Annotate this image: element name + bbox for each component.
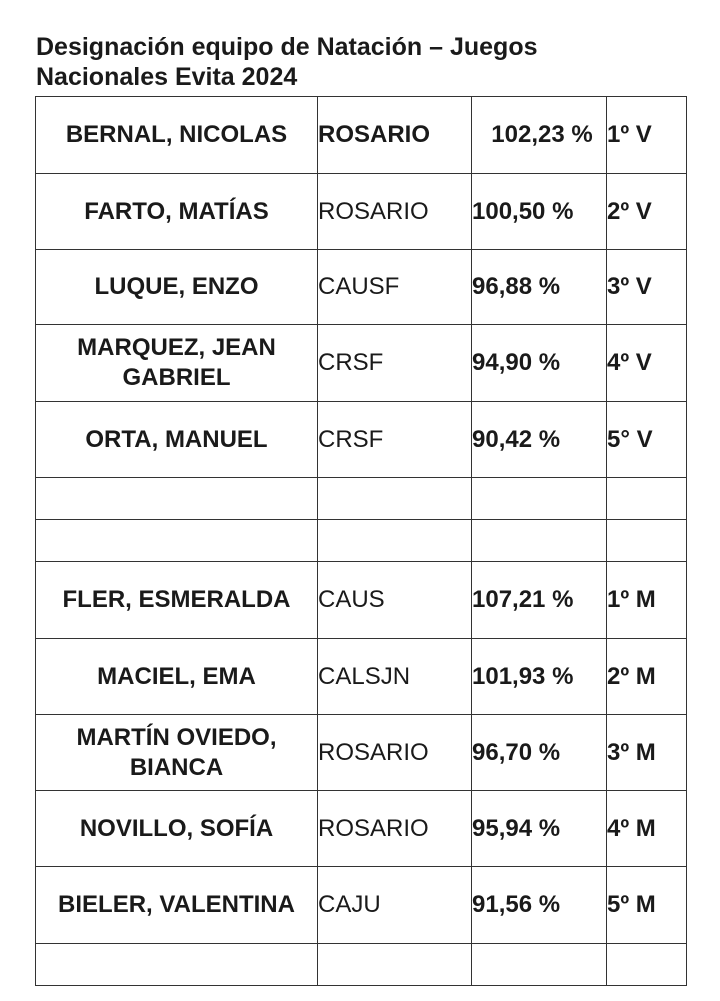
athlete-name: ORTA, MANUEL: [36, 402, 318, 478]
athlete-position: 1º M: [607, 562, 687, 639]
athlete-position: 4º V: [607, 325, 687, 402]
athlete-percent: 100,50 %: [472, 174, 607, 250]
empty-cell: [472, 478, 607, 520]
athlete-percent: 96,70 %: [472, 715, 607, 791]
empty-cell: [318, 944, 472, 986]
athlete-name: MARQUEZ, JEAN GABRIEL: [36, 325, 318, 402]
empty-cell: [318, 520, 472, 562]
athlete-name: BERNAL, NICOLAS: [36, 97, 318, 174]
athlete-percent: 94,90 %: [472, 325, 607, 402]
athlete-club: ROSARIO: [318, 715, 472, 791]
athlete-name: FARTO, MATÍAS: [36, 174, 318, 250]
table-row: [36, 562, 687, 639]
empty-cell: [36, 478, 318, 520]
table-row: [36, 174, 687, 250]
table-row-empty: [36, 520, 687, 562]
athlete-percent: 101,93 %: [472, 639, 607, 715]
athlete-percent: 102,23 %: [472, 97, 607, 174]
athlete-club: CRSF: [318, 325, 472, 402]
athlete-name: MACIEL, EMA: [36, 639, 318, 715]
table-row: [36, 325, 687, 402]
athlete-club: CAJU: [318, 867, 472, 944]
athlete-club: ROSARIO: [318, 174, 472, 250]
athlete-percent: 90,42 %: [472, 402, 607, 478]
athlete-percent: 95,94 %: [472, 791, 607, 867]
athlete-club: CRSF: [318, 402, 472, 478]
athlete-name: NOVILLO, SOFÍA: [36, 791, 318, 867]
athlete-position: 2º V: [607, 174, 687, 250]
athlete-position: 5º M: [607, 867, 687, 944]
empty-cell: [36, 520, 318, 562]
athlete-club: ROSARIO: [318, 97, 472, 174]
table-row: [36, 867, 687, 944]
empty-cell: [36, 944, 318, 986]
empty-cell: [607, 520, 687, 562]
table-row: [36, 791, 687, 867]
athlete-club: CAUSF: [318, 250, 472, 325]
athlete-position: 5° V: [607, 402, 687, 478]
athlete-name: MARTÍN OVIEDO, BIANCA: [36, 715, 318, 791]
athlete-club: ROSARIO: [318, 791, 472, 867]
table-row-empty: [36, 944, 687, 986]
athlete-percent: 91,56 %: [472, 867, 607, 944]
athlete-percent: 96,88 %: [472, 250, 607, 325]
athlete-position: 3º V: [607, 250, 687, 325]
table-row: [36, 402, 687, 478]
table-row: [36, 97, 687, 174]
athlete-position: 3º M: [607, 715, 687, 791]
empty-cell: [607, 944, 687, 986]
document-title: Designación equipo de Natación – Juegos Nacionales Evita 2024: [36, 33, 538, 91]
athlete-club: CAUS: [318, 562, 472, 639]
table-row: [36, 250, 687, 325]
empty-cell: [607, 478, 687, 520]
athlete-percent: 107,21 %: [472, 562, 607, 639]
athlete-position: 4º M: [607, 791, 687, 867]
athlete-position: 2º M: [607, 639, 687, 715]
athlete-club: CALSJN: [318, 639, 472, 715]
table-row: [36, 715, 687, 791]
swim-team-table: [35, 96, 687, 986]
athlete-name: BIELER, VALENTINA: [36, 867, 318, 944]
athlete-name: FLER, ESMERALDA: [36, 562, 318, 639]
empty-cell: [472, 520, 607, 562]
athlete-position: 1º V: [607, 97, 687, 174]
empty-cell: [472, 944, 607, 986]
table-row: [36, 639, 687, 715]
athlete-name: LUQUE, ENZO: [36, 250, 318, 325]
table-row-empty: [36, 478, 687, 520]
empty-cell: [318, 478, 472, 520]
